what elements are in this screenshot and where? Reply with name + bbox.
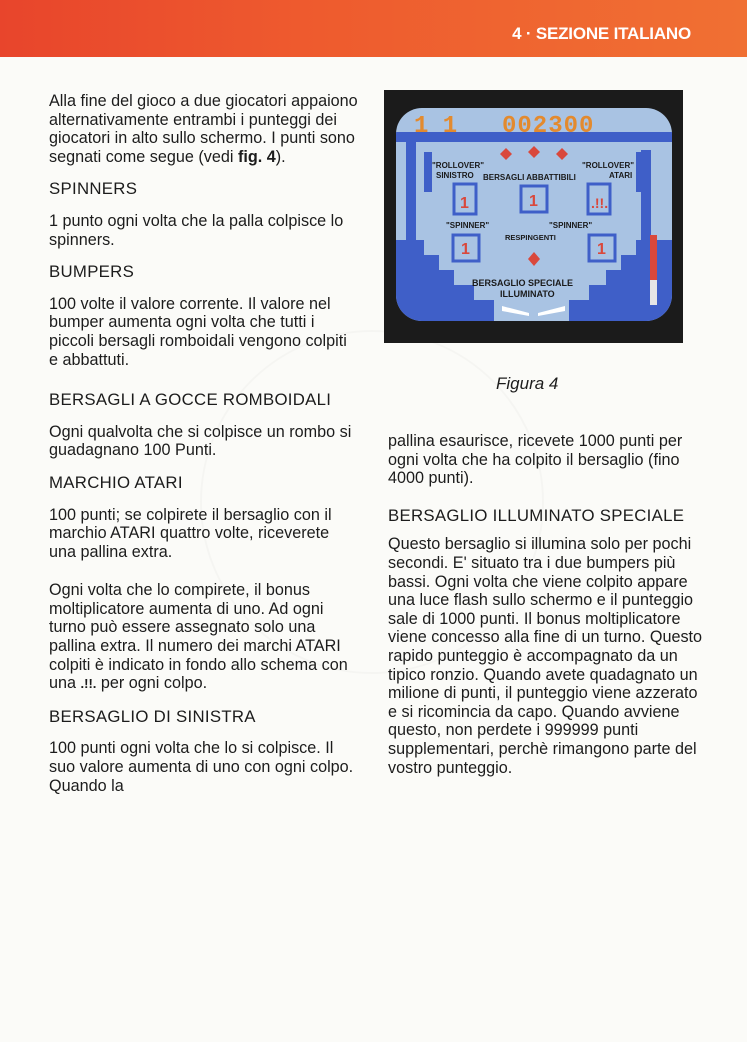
heading-bumpers: BUMPERS: [49, 262, 135, 282]
atari-logo-icon: .!!.: [80, 676, 97, 692]
section-header-bar: [0, 0, 747, 57]
text-sinistra-cont: pallina esaurisce, ricevete 1000 punti per ogni volta che ha colpito il bersaglio (fino 4000 punti).: [388, 432, 683, 488]
figure-caption: Figura 4: [496, 374, 559, 393]
label-rollover-right-2: ATARI: [609, 171, 633, 180]
heading-spinners: SPINNERS: [49, 179, 138, 199]
right-column: [388, 432, 708, 777]
bumper-value-3: 1: [461, 241, 470, 258]
label-rollover-left-1: "ROLLOVER": [432, 161, 485, 170]
atari-logo-target-icon: .!!.: [591, 195, 609, 211]
label-speciale-2: ILLUMINATO: [500, 289, 555, 299]
text-atari-bonus-a: Ogni volta che lo compirete, il bonus moltiplicatore aumenta di uno. Ad ogni turno può essere assegnato solo una pallina extra. Il numero dei marchi ATARI colpiti è indicato in fondo allo schema con una: [49, 581, 348, 693]
left-column: [49, 92, 359, 795]
text-gocce: Ogni qualvolta che si colpisce un rombo si guadagnano 100 Punti.: [49, 422, 352, 460]
section-title: 4 · SEZIONE ITALIANO: [512, 24, 691, 43]
text-spinners: 1 punto ogni volta che la palla colpisce lo spinners.: [49, 211, 344, 249]
bumper-value-2: 1: [529, 193, 538, 210]
pinball-screen-illustration: [384, 90, 683, 343]
label-rollover-left-2: SINISTRO: [436, 171, 474, 180]
figure-4-screen: [384, 90, 683, 343]
label-spinner-right: "SPINNER": [549, 221, 593, 230]
label-rollover-right-1: "ROLLOVER": [582, 161, 635, 170]
text-sinistra: 100 punti ogni volta che lo si colpisce. Il suo valore aumenta di uno con ogni colpo. Quando la: [49, 739, 354, 795]
heading-gocce: BERSAGLI A GOCCE ROMBOIDALI: [49, 390, 332, 410]
heading-speciale: BERSAGLIO ILLUMINATO SPECIALE: [388, 505, 685, 525]
label-respingenti: RESPINGENTI: [505, 233, 556, 242]
bumper-value-1: 1: [460, 195, 469, 212]
text-atari-bonus-b: per ogni colpo.: [100, 674, 208, 693]
intro-end: ).: [275, 147, 286, 166]
score-display: 002300: [502, 113, 595, 140]
figure-ref: fig. 4: [237, 147, 276, 166]
text-atari: 100 punti; se colpirete il bersaglio con il marchio ATARI quattro volte, riceverete una pallina extra.: [49, 505, 332, 561]
text-speciale: Questo bersaglio si illumina solo per pochi secondi. E' situato tra i due bumpers più bassi. Ogni volta che viene colpito appare una luce flash sullo schermo e il punteggio sale di 1000 punti. Il bonus moltiplicatore viene concesso alla fine di un turno. Questo rapido punteggio è accompagnato da un tipico ronzio. Quando avete quadagnato un milione di punti, il punteggio viene azzerato e si ricomincia da capo. Quando avviene questo, non perdete i 999999 punti supplementari, perchè rimangono parte del vostro punteggio.: [388, 535, 703, 777]
text-atari-bonus: [49, 581, 359, 694]
intro-paragraph: [49, 92, 359, 166]
text-bumpers: 100 volte il valore corrente. Il valore nel bumper aumenta ogni volta che tutti i piccoli bersagli romboidali vengono colpiti e abbattuti.: [49, 294, 347, 369]
label-spinner-left: "SPINNER": [446, 221, 490, 230]
label-speciale-1: BERSAGLIO SPECIALE: [472, 278, 574, 288]
heading-atari: MARCHIO ATARI: [49, 472, 183, 492]
player-indicator: 1 1: [414, 113, 458, 140]
intro-text: Alla fine del gioco a due giocatori appaiono alternativamente entrambi i punteggi dei giocatori in alto sullo schermo. I punti sono segnati come segue (vedi: [49, 92, 358, 166]
label-abbattibili: BERSAGLI ABBATTIBILI: [483, 173, 576, 182]
bumper-value-4: 1: [597, 241, 606, 258]
heading-sinistra: BERSAGLIO DI SINISTRA: [49, 706, 256, 726]
